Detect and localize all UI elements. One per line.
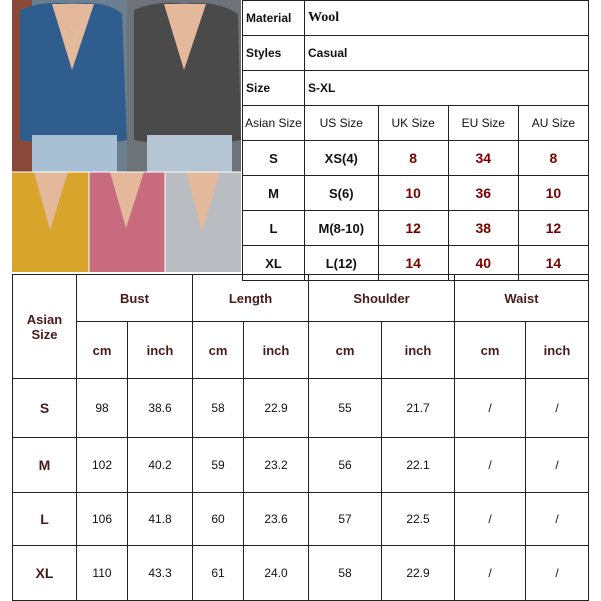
styles-row [243, 36, 589, 71]
size-chart-unit-row [13, 322, 589, 379]
size-chart-group-row [13, 275, 589, 322]
group-header-shoulder: Shoulder [309, 275, 455, 322]
length-inch-cell: 22.9 [244, 379, 309, 438]
unit-header: inch [382, 322, 455, 379]
conversion-header: AU Size [518, 106, 588, 141]
uk-size-cell: 12 [378, 211, 448, 246]
us-size-cell: L(12) [305, 246, 379, 281]
spec-table [242, 0, 589, 281]
size-chart-row [13, 493, 589, 546]
waist-cm-cell: / [455, 546, 526, 601]
size-label-cell: L [13, 493, 77, 546]
conversion-header: Asian Size [243, 106, 305, 141]
bust-cm-cell: 102 [77, 438, 128, 493]
material-row [243, 1, 589, 36]
styles-value: Casual [305, 36, 589, 71]
conversion-row [243, 211, 589, 246]
size-range-row [243, 71, 589, 106]
waist-inch-cell: / [526, 493, 589, 546]
au-size-cell: 14 [518, 246, 588, 281]
unit-header: cm [455, 322, 526, 379]
size-chart-row [13, 379, 589, 438]
size-chart-row [13, 546, 589, 601]
product-photos [12, 0, 241, 272]
bust-cm-cell: 98 [77, 379, 128, 438]
waist-inch-cell: / [526, 438, 589, 493]
bust-cm-cell: 106 [77, 493, 128, 546]
conversion-row [243, 176, 589, 211]
length-cm-cell: 60 [193, 493, 244, 546]
waist-inch-cell: / [526, 379, 589, 438]
shoulder-cm-cell: 56 [309, 438, 382, 493]
waist-cm-cell: / [455, 379, 526, 438]
unit-header: inch [128, 322, 193, 379]
us-size-cell: M(8-10) [305, 211, 379, 246]
au-size-cell: 10 [518, 176, 588, 211]
conversion-header-row [243, 106, 589, 141]
asian-size-header: Asian Size [13, 275, 77, 379]
shoulder-cm-cell: 55 [309, 379, 382, 438]
shoulder-inch-cell: 22.5 [382, 493, 455, 546]
eu-size-cell: 40 [448, 246, 518, 281]
conversion-header: EU Size [448, 106, 518, 141]
bust-inch-cell: 43.3 [128, 546, 193, 601]
shoulder-cm-cell: 57 [309, 493, 382, 546]
size-chart-table [12, 274, 589, 601]
bust-inch-cell: 40.2 [128, 438, 193, 493]
au-size-cell: 8 [518, 141, 588, 176]
size-value: S-XL [305, 71, 589, 106]
length-cm-cell: 61 [193, 546, 244, 601]
length-inch-cell: 24.0 [244, 546, 309, 601]
styles-label: Styles [243, 36, 305, 71]
eu-size-cell: 34 [448, 141, 518, 176]
group-header-bust: Bust [77, 275, 193, 322]
asian-size-cell: M [243, 176, 305, 211]
uk-size-cell: 8 [378, 141, 448, 176]
material-value: Wool [305, 1, 589, 36]
unit-header: inch [244, 322, 309, 379]
uk-size-cell: 10 [378, 176, 448, 211]
waist-cm-cell: / [455, 493, 526, 546]
bust-cm-cell: 110 [77, 546, 128, 601]
conversion-header: UK Size [378, 106, 448, 141]
material-label: Material [243, 1, 305, 36]
size-chart-row [13, 438, 589, 493]
product-photo-collage [12, 0, 241, 272]
length-inch-cell: 23.6 [244, 493, 309, 546]
shoulder-cm-cell: 58 [309, 546, 382, 601]
size-label-cell: XL [13, 546, 77, 601]
shoulder-inch-cell: 21.7 [382, 379, 455, 438]
shoulder-inch-cell: 22.9 [382, 546, 455, 601]
conversion-header: US Size [305, 106, 379, 141]
length-cm-cell: 59 [193, 438, 244, 493]
length-cm-cell: 58 [193, 379, 244, 438]
asian-size-cell: S [243, 141, 305, 176]
size-label-cell: M [13, 438, 77, 493]
us-size-cell: XS(4) [305, 141, 379, 176]
size-label: Size [243, 71, 305, 106]
length-inch-cell: 23.2 [244, 438, 309, 493]
bust-inch-cell: 38.6 [128, 379, 193, 438]
asian-size-cell: L [243, 211, 305, 246]
conversion-row [243, 141, 589, 176]
unit-header: cm [309, 322, 382, 379]
shoulder-inch-cell: 22.1 [382, 438, 455, 493]
eu-size-cell: 36 [448, 176, 518, 211]
unit-header: inch [526, 322, 589, 379]
us-size-cell: S(6) [305, 176, 379, 211]
asian-size-cell: XL [243, 246, 305, 281]
waist-cm-cell: / [455, 438, 526, 493]
bust-inch-cell: 41.8 [128, 493, 193, 546]
eu-size-cell: 38 [448, 211, 518, 246]
group-header-length: Length [193, 275, 309, 322]
group-header-waist: Waist [455, 275, 589, 322]
unit-header: cm [193, 322, 244, 379]
uk-size-cell: 14 [378, 246, 448, 281]
unit-header: cm [77, 322, 128, 379]
size-label-cell: S [13, 379, 77, 438]
waist-inch-cell: / [526, 546, 589, 601]
au-size-cell: 12 [518, 211, 588, 246]
